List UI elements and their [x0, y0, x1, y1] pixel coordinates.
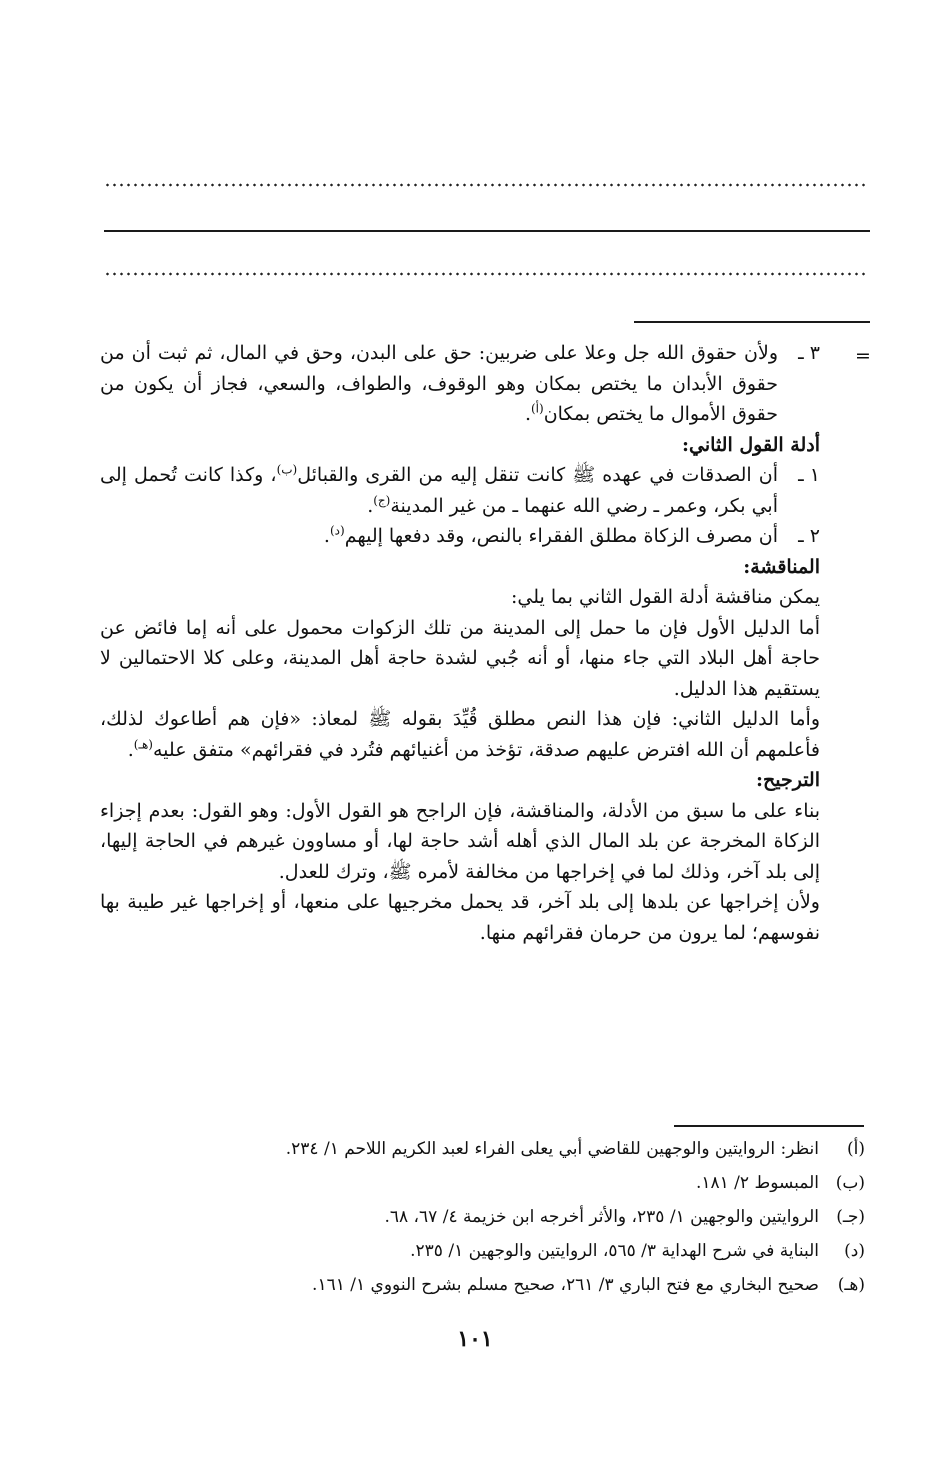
point-3: ٣ ـ ولأن حقوق الله جل وعلا على ضربين: حق على البدن، وحق في المال، ثم ثبت أن من حقوق الأبدان ما يختص بمكان وهو الوقوف، والطواف، والسعي، فجاز أن يكون من حقوق الأموال ما يختص بمكان$^{(أ)}$.: [100, 338, 820, 430]
footnote-item: [200, 1200, 865, 1234]
point-3-text: ولأن حقوق الله جل وعلا على ضربين: حق على البدن، وحق في المال، ثم ثبت أن من حقوق الأبدان ما يختص بمكان وهو الوقوف، والطواف، والسعي، فجاز أن يكون من حقوق الأموال ما يختص بمكان: [100, 342, 778, 425]
header-rule: [104, 230, 870, 232]
evidence-2-number: ٢ ـ: [798, 525, 820, 547]
discussion-intro: يمكن مناقشة أدلة القول الثاني بما يلي:: [511, 586, 820, 608]
evidence-1: ١ ـ أن الصدقات في عهده ﷺ كانت تنقل إليه من القرى والقبائل$^{(ب)}$، وكذا كانت تُحمل إلى أبي بكر، وعمر ـ رضي الله عنهما ـ من غير المدينة$^{(ج)}$.: [100, 460, 820, 521]
heading-discussion: المناقشة:: [743, 555, 820, 578]
page-number: ١٠١: [457, 1326, 493, 1352]
footnote-label: (جـ): [836, 1207, 865, 1227]
footnote-ref-d: (د): [329, 523, 345, 538]
footnote-ref-e: (هـ): [133, 737, 153, 752]
continuation-mark: =: [855, 345, 871, 367]
footnote-label: (هـ): [837, 1275, 865, 1295]
dotted-line-top: [104, 183, 868, 187]
discussion-first: أما الدليل الأول فإن ما حمل إلى المدينة من تلك الزكوات محمول على أنه إما فائض عن حاجة أهل البلاد التي جاء منها، أو أنه جُبي لشدة حاجة أهل المدينة، وعلى كلا الاحتمالين لا يستقيم هذا الدليل.: [100, 616, 820, 700]
footnote-ref-a: (أ): [530, 401, 544, 416]
evidence-1-number: ١ ـ: [798, 464, 820, 486]
heading-second-evidence: أدلة القول الثاني:: [682, 433, 820, 456]
footnote-label: (ب): [835, 1173, 865, 1193]
footnote-ref-c: (ج): [373, 493, 391, 508]
footnote-ref-b: (ب): [276, 462, 298, 477]
body-text: [100, 338, 820, 948]
footnote-item: [200, 1166, 865, 1200]
footnote-text: البناية في شرح الهداية ٣/ ٥٦٥، الروايتين والوجهين ١/ ٢٣٥.: [410, 1241, 819, 1261]
footnote-text: الروايتين والوجهين ١/ ٢٣٥، والأثر أخرجه ابن خزيمة ٤/ ٦٧، ٦٨.: [384, 1207, 819, 1227]
heading-preference: الترجيح:: [755, 769, 820, 791]
preference-paragraph-2: ولأن إخراجها عن بلدها إلى بلد آخر، قد يحمل مخرجيها على منعها، أو إخراجها غير طيبة بها نفوسهم؛ لما يرون من حرمان فقرائهم منها.: [100, 891, 820, 944]
footnote-label: (أ): [847, 1139, 865, 1159]
discussion-second: وأما الدليل الثاني: فإن هذا النص مطلق قُيِّدَ بقوله ﷺ لمعاذ: «فإن هم أطاعوك لذلك، فأعلمهم أن الله افترض عليهم صدقة، تؤخذ من أغنيائهم فتُرد في فقرائهم» متفق عليه$^{(هـ)}$.: [100, 708, 820, 761]
footnotes: [200, 1132, 865, 1302]
dotted-line-bottom: [104, 272, 868, 276]
footnote-text: المبسوط ٢/ ١٨١.: [695, 1173, 819, 1193]
footnote-item: [200, 1268, 865, 1302]
footnote-text: صحيح البخاري مع فتح الباري ٣/ ٢٦١، صحيح مسلم بشرح النووي ١/ ١٦١.: [312, 1275, 819, 1295]
section-rule: [634, 321, 870, 323]
point-3-number: ٣ ـ: [798, 342, 820, 364]
footnote-item: [200, 1132, 865, 1166]
footnote-item: [200, 1234, 865, 1268]
evidence-2: ٢ ـ أن مصرف الزكاة مطلق الفقراء بالنص، وقد دفعها إليهم$^{(د)}$.: [100, 521, 820, 552]
preference-paragraph-1: بناء على ما سبق من الأدلة، والمناقشة، فإن الراجح هو القول الأول: وهو القول: بعدم إجزاء الزكاة المخرجة عن بلد المال الذي أهله أشد حاجة لها، أو مساوون غيرهم في الحاجة إليها، إلى بلد آخر، وذلك لما في إخراجها من مخالفة لأمره ﷺ، وترك للعدل.: [100, 799, 820, 883]
footnote-rule: [674, 1125, 864, 1127]
footnote-label: (د): [844, 1241, 865, 1261]
footnote-text: انظر: الروايتين والوجهين للقاضي أبي يعلى الفراء لعبد الكريم اللاحم ١/ ٢٣٤.: [285, 1139, 819, 1159]
